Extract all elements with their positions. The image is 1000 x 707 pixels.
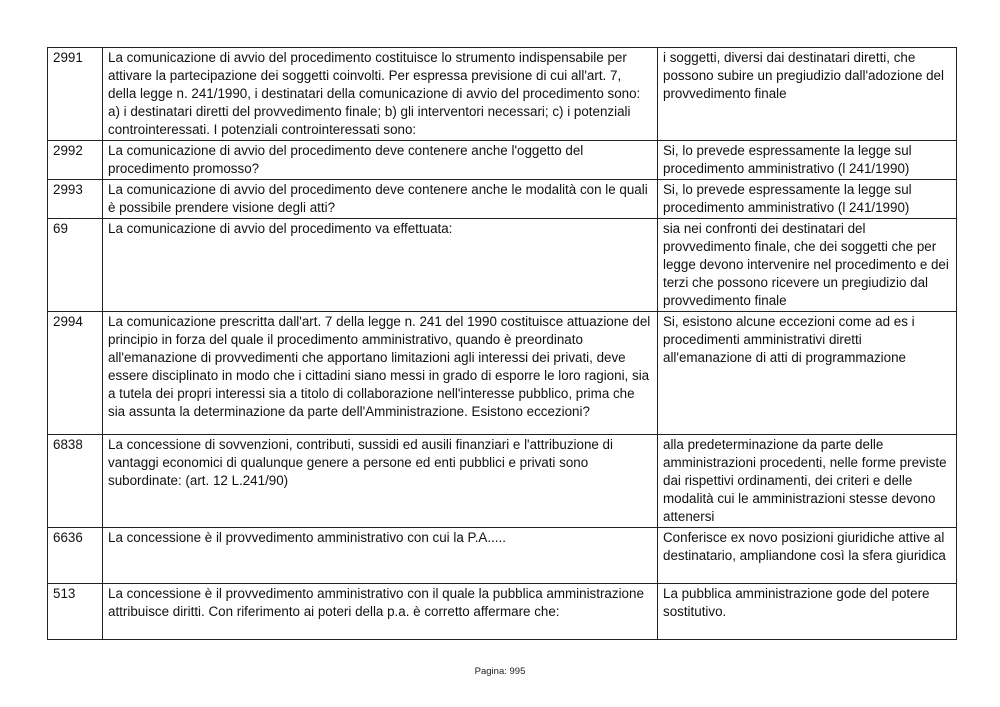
question-text: La concessione di sovvenzioni, contributi, sussidi ed ausili finanziari e l'attribuzione di vantaggi economici di qualunque genere a persone ed enti pubblici e privati sono subordinate: (art. 12 L.241/90) — [103, 435, 658, 528]
question-id: 513 — [48, 584, 103, 640]
answer-text: sia nei confronti dei destinatari del provvedimento finale, che dei soggetti che per legge devono intervenire nel procedimento e dei terzi che possono ricevere un pregiudizio dal provvedimento finale — [658, 219, 957, 312]
question-id: 2994 — [48, 312, 103, 435]
table-row — [48, 180, 957, 219]
answer-text: alla predeterminazione da parte delle amministrazioni procedenti, nelle forme previste dai rispettivi ordinamenti, dei criteri e delle modalità cui le amministrazioni stesse devono attenersi — [658, 435, 957, 528]
question-id: 6838 — [48, 435, 103, 528]
question-id: 6636 — [48, 528, 103, 584]
answer-text: i soggetti, diversi dai destinatari diretti, che possono subire un pregiudizio dall'adozione del provvedimento finale — [658, 48, 957, 141]
question-text: La comunicazione prescritta dall'art. 7 della legge n. 241 del 1990 costituisce attuazione del principio in forza del quale il procedimento amministrativo, quando è preordinato all'emanazione di provvedimenti che apportano limitazioni agli interessi dei privati, deve essere disciplinato in modo che i cittadini siano messi in grado di esporre le loro ragioni, sia a tutela dei propri interessi sia a titolo di collaborazione nell'interesse pubblico, prima che sia assunta la determinazione da parte dell'Amministrazione. Esistono eccezioni? — [103, 312, 658, 435]
table-row — [48, 312, 957, 435]
table-row — [48, 528, 957, 584]
question-text: La concessione è il provvedimento amministrativo con cui la P.A..... — [103, 528, 658, 584]
question-text: La comunicazione di avvio del procedimento deve contenere anche l'oggetto del procedimento promosso? — [103, 141, 658, 180]
answer-text: Conferisce ex novo posizioni giuridiche attive al destinatario, ampliandone così la sfera giuridica — [658, 528, 957, 584]
answer-text: La pubblica amministrazione gode del potere sostitutivo. — [658, 584, 957, 640]
question-text: La comunicazione di avvio del procedimento va effettuata: — [103, 219, 658, 312]
question-id: 2993 — [48, 180, 103, 219]
question-id: 2991 — [48, 48, 103, 141]
question-text: La comunicazione di avvio del procedimento costituisce lo strumento indispensabile per attivare la partecipazione dei soggetti coinvolti. Per espressa previsione di cui all'art. 7, della legge n. 241/1990, i destinatari della comunicazione di avvio del procedimento sono: a) i destinatari diretti del provvedimento finale; b) gli interventori necessari; c) i potenziali controinteressati. I potenziali controinteressati sono: — [103, 48, 658, 141]
questions-table — [47, 47, 957, 640]
table-row — [48, 48, 957, 141]
question-id: 2992 — [48, 141, 103, 180]
table-row — [48, 435, 957, 528]
question-text: La comunicazione di avvio del procedimento deve contenere anche le modalità con le quali è possibile prendere visione degli atti? — [103, 180, 658, 219]
page-number: Pagina: 995 — [474, 666, 526, 677]
question-text: La concessione è il provvedimento amministrativo con il quale la pubblica amministrazione attribuisce diritti. Con riferimento ai poteri della p.a. è corretto affermare che: — [103, 584, 658, 640]
answer-text: Si, lo prevede espressamente la legge sul procedimento amministrativo (l 241/1990) — [658, 180, 957, 219]
table-row — [48, 219, 957, 312]
table-row — [48, 141, 957, 180]
table-row — [48, 584, 957, 640]
answer-text: Si, esistono alcune eccezioni come ad es i procedimenti amministrativi diretti all'emanazione di atti di programmazione — [658, 312, 957, 435]
answer-text: Si, lo prevede espressamente la legge sul procedimento amministrativo (l 241/1990) — [658, 141, 957, 180]
question-id: 69 — [48, 219, 103, 312]
